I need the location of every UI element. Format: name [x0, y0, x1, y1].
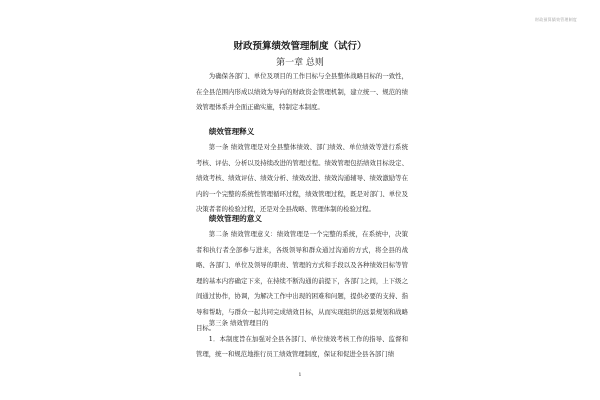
running-header: 財政預算績效管理制度 [535, 17, 577, 22]
section-heading: 绩效管理释义 [208, 127, 255, 136]
article-3 [196, 316, 408, 363]
section-heading: 绩效管理的意义 [208, 214, 262, 223]
article-3-heading: 第三条 绩效管理目的 [208, 319, 269, 327]
section-definition [196, 124, 408, 218]
article-2-paragraph: 第二条 绩效管理意义：绩效管理是一个完整的系统，在系统中，决策者和执行者全部参与进来，各级领导和群众通过沟通的方式，将全县的战略、各部门、单位及领导的职责、管理的方式和手段以及各种绩效目标等管理的基本内容确定下来，在持续不断沟通的前提下，各部门之间，上下级之间通过协作，协调，为解决工作中出现的困难和问题，提供必要的支持、指导和帮助，与群众一起共同完成绩效目标，从而实现组织的远景规划和战略目标。 [196, 230, 408, 332]
intro-paragraph: 为确保各部门、单位及项目的工作目标与全县整体战略目标的一致性，在全县范围内形成以绩效为导向的财政资金管理机制，建立统一、规范的绩效管理体系并全面正确实施，特制定本制度。 [196, 72, 408, 112]
document-title: 财政预算绩效管理制度（试行） [233, 41, 367, 52]
chapter-heading: 第一章 总则 [276, 58, 324, 68]
page-number: 1 [298, 372, 302, 378]
intro-block [196, 69, 408, 116]
article-1-paragraph: 第一条 绩效管理是对全县整体绩效、部门绩效、单位绩效等进行系统考核、评估、分析以及持续改进的管理过程。绩效管理包括绩效目标设定、绩效考核、绩效评估、绩效分析、绩效改进、绩效沟通辅导、绩效激励等在内的一个完整的系统性管理循环过程，绩效管理过程，既是对部门、单位及决策者者的检验过程，还是对全县战略、管理体制的检验过程。 [196, 143, 408, 214]
article-3-paragraph: 1．本制度旨在加强对全县各部门、单位绩效考核工作的指导、监督和管理，统一和规范地推行员工绩效管理制度，保证和促进全县各部门绩 [196, 334, 408, 359]
